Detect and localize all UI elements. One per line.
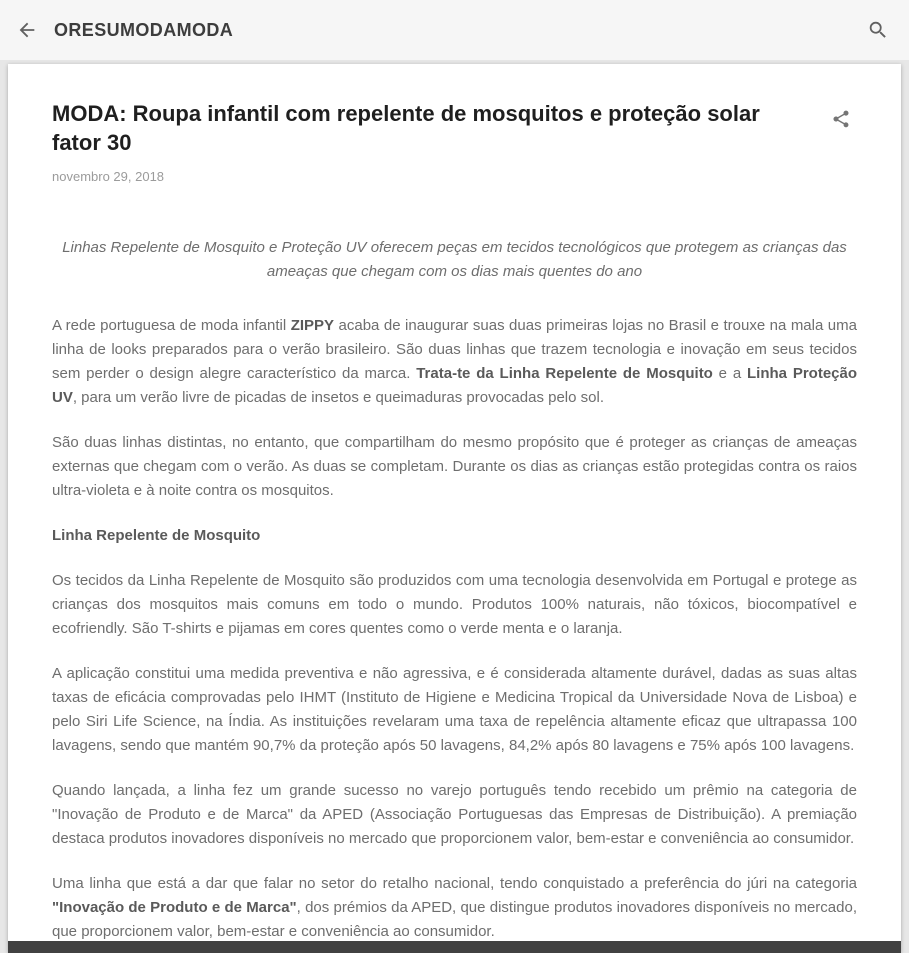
paragraph-segment: A aplicação constitui uma medida preventiva e não agressiva, e é considerada altamente durável, dadas as suas altas taxas de eficácia comprovadas pelo IHMT (Instituto de Higiene e Medicina Tropical da Universidade Nova de Lisboa) e pelo Siri Life Science, na Índia. As instituições revelaram uma taxa de repelência altamente eficaz que ultrapassa 100 lavagens, sendo que mantém 90,7% da proteção após 50 lavagens, 84,2% após 80 lavagens e 75% após 100 lavagens. [52,665,857,755]
paragraph-segment: acaba de inaugurar suas duas primeiras lojas no Brasil e trouxe na mala uma linha de looks preparados para o verão brasileiro. São duas linhas que trazem tecnologia e inovação em seus tecidos sem perder o design alegre característico da marca. [52,317,857,383]
article-date: novembro 29, 2018 [52,169,165,185]
paragraph-segment: e a [712,365,748,383]
share-button[interactable] [825,102,857,136]
article-paragraph-body [52,779,857,851]
arrow-left-icon [16,19,38,41]
top-bar [0,0,909,60]
blog-title[interactable]: ORESUMODAMODA [54,19,234,40]
share-icon [831,108,851,130]
article-body [52,236,857,944]
article-paragraph-lead [52,236,857,284]
paragraph-segment: ZIPPY [290,317,335,335]
article-title-row [52,100,857,157]
search-icon [867,19,889,41]
back-button[interactable] [10,13,44,47]
article-paragraph-heading [52,524,857,548]
search-button[interactable] [861,13,895,47]
paragraph-segment: , dos prémios da APED, que distingue produtos inovadores disponíveis no mercado, que proporcionem valor, bem-estar e conveniência ao consumidor. [52,899,857,941]
article-paragraph-body [52,314,857,410]
article-title: MODA: Roupa infantil com repelente de mosquitos e proteção solar fator 30 [52,101,760,155]
paragraph-segment: "Inovação de Produto e de Marca" [52,899,297,917]
paragraph-segment: Os tecidos da Linha Repelente de Mosquito são produzidos com uma tecnologia desenvolvida em Portugal e protege as crianças dos mosquitos mais comuns em todo o mundo. Produtos 100% naturais, não tóxicos, biocompatível e ecofriendly. São T-shirts e pijamas em cores quentes como o verde menta e o laranja. [52,572,857,638]
article-paragraph-body [52,569,857,641]
paragraph-segment: Linhas Repelente de Mosquito e Proteção UV oferecem peças em tecidos tecnológicos que protegem as crianças das ameaças que chegam com os dias mais quentes do ano [62,239,847,281]
paragraph-segment: , para um verão livre de picadas de insetos e queimaduras provocadas pelo sol. [72,389,604,407]
paragraph-segment: Trata-te da Linha Repelente de Mosquito [416,365,713,383]
article-paragraph-body [52,662,857,758]
paragraph-segment: Linha Proteção UV [52,365,858,407]
paragraph-segment: São duas linhas distintas, no entanto, que compartilham do mesmo propósito que é proteger as crianças de ameaças externas que chegam com o verão. As duas se completam. Durante os dias as crianças estão protegidas contra os raios ultra-violeta e à noite contra os mosquitos. [52,434,857,500]
paragraph-segment: Quando lançada, a linha fez um grande sucesso no varejo português tendo recebido um prêmio na categoria de "Inovação de Produto e de Marca" da APED (Associação Portuguesas das Empresas de Distribuição). A premiação destaca produtos inovadores disponíveis no mercado que proporcionem valor, bem-estar e conveniência ao consumidor. [52,782,857,848]
article-card [8,64,901,953]
paragraph-segment: Linha Repelente de Mosquito [52,527,261,545]
paragraph-segment: Uma linha que está a dar que falar no setor do retalho nacional, tendo conquistado a preferência do júri na categoria [52,875,857,893]
paragraph-segment: A rede portuguesa de moda infantil [52,317,291,335]
article-paragraph-body [52,431,857,503]
article-paragraph-body [52,872,857,944]
article-media-placeholder [8,941,901,953]
